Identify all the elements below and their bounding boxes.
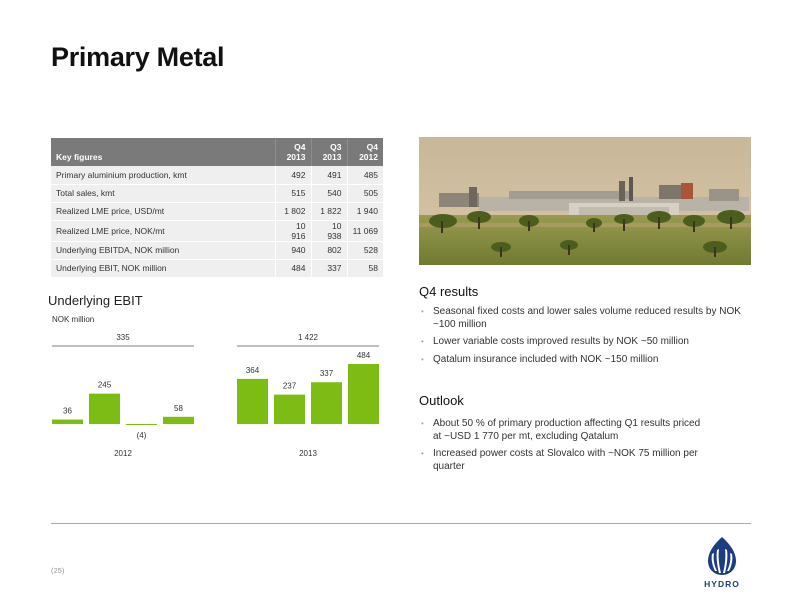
cell-value: 492 [275, 166, 311, 184]
cell-value: 491 [311, 166, 347, 184]
group-total-label: 1 422 [297, 333, 319, 342]
cell-value: 540 [311, 184, 347, 202]
hydro-logo [697, 533, 747, 591]
row-label: Underlying EBITDA, NOK million [51, 241, 275, 259]
bar-value-label: 484 [356, 351, 371, 360]
page-number: (25) [51, 566, 65, 575]
cell-value: 11 069 [347, 220, 383, 241]
table-header-col: Q3 2013 [311, 138, 347, 166]
cell-value: 10 916 [275, 220, 311, 241]
bullet-icon: • [421, 307, 424, 316]
q4-results-heading: Q4 results [419, 284, 479, 299]
bullet-text: Qatalum insurance included with NOK ~150 million [433, 353, 659, 365]
list-item [419, 336, 754, 349]
row-label: Primary aluminium production, kmt [51, 166, 275, 184]
table-row [51, 202, 383, 220]
bullet-icon: • [421, 337, 424, 346]
list-item [419, 306, 754, 331]
table-row [51, 241, 383, 259]
cell-value: 515 [275, 184, 311, 202]
ebit-bar-chart [40, 325, 390, 465]
cell-value: 505 [347, 184, 383, 202]
bar-value-label: 237 [282, 381, 297, 391]
logo-wordmark: HYDRO [704, 579, 740, 589]
cell-value: 10 938 [311, 220, 347, 241]
bullet-text: Increased power costs at Slovalco with ~NOK 75 million per quarter [433, 448, 698, 472]
ebit-bar [311, 382, 342, 424]
bullet-text: Lower variable costs improved results by NOK ~50 million [433, 336, 689, 347]
ebit-bar [237, 379, 268, 424]
chart-title: Underlying EBIT [48, 293, 143, 308]
cell-value: 528 [347, 241, 383, 259]
year-label: 2012 [114, 449, 132, 458]
bar-value-label: 364 [245, 365, 260, 375]
ebit-bar [274, 395, 305, 424]
ebit-bar [89, 394, 120, 424]
ebit-bar [348, 364, 379, 424]
bar-value-label: (4) [136, 431, 147, 440]
cell-value: 1 940 [347, 202, 383, 220]
bullet-icon: • [421, 354, 424, 364]
year-label: 2013 [299, 449, 317, 458]
cell-value: 1 802 [275, 202, 311, 220]
ebit-bar [52, 420, 83, 424]
table-header-row [51, 138, 383, 166]
bar-value-label: 337 [319, 369, 334, 379]
row-label: Underlying EBIT, NOK million [51, 259, 275, 277]
list-item [419, 354, 754, 367]
row-label: Realized LME price, USD/mt [51, 202, 275, 220]
list-item [419, 418, 709, 443]
group-total-label: 335 [116, 333, 130, 342]
cell-value: 940 [275, 241, 311, 259]
cell-value: 485 [347, 166, 383, 184]
list-item [419, 448, 709, 473]
page-title: Primary Metal [51, 42, 225, 72]
table-row [51, 259, 383, 277]
bar-value-label: 36 [63, 406, 72, 416]
row-label: Total sales, kmt [51, 184, 275, 202]
footer-divider [51, 523, 751, 524]
outlook-list [419, 418, 709, 478]
bullet-icon: • [421, 419, 424, 428]
bar-value-label: 245 [97, 380, 112, 390]
outlook-heading: Outlook [419, 393, 464, 408]
q4-results-list [419, 306, 754, 371]
cell-value: 802 [311, 241, 347, 259]
table-row [51, 166, 383, 184]
cell-value: 484 [275, 259, 311, 277]
cell-value: 58 [347, 259, 383, 277]
bullet-icon: • [421, 449, 424, 458]
ebit-bar [126, 424, 157, 425]
plant-photo [419, 137, 751, 265]
cell-value: 337 [311, 259, 347, 277]
key-figures-table [51, 138, 383, 278]
table-header-label: Key figures [51, 138, 275, 166]
bullet-text: About 50 % of primary production affecting Q1 results priced at ~USD 1 770 per mt, excluding Qatalum [433, 418, 701, 442]
cell-value: 1 822 [311, 202, 347, 220]
table-row [51, 220, 383, 241]
bar-value-label: 58 [174, 403, 183, 413]
ebit-bar [163, 417, 194, 424]
bullet-text: Seasonal fixed costs and lower sales volume reduced results by NOK ~100 million [433, 306, 741, 330]
row-label: Realized LME price, NOK/mt [51, 220, 275, 241]
table-header-col: Q4 2013 [275, 138, 311, 166]
table-row [51, 184, 383, 202]
chart-unit-label: NOK million [52, 315, 95, 324]
table-header-col: Q4 2012 [347, 138, 383, 166]
